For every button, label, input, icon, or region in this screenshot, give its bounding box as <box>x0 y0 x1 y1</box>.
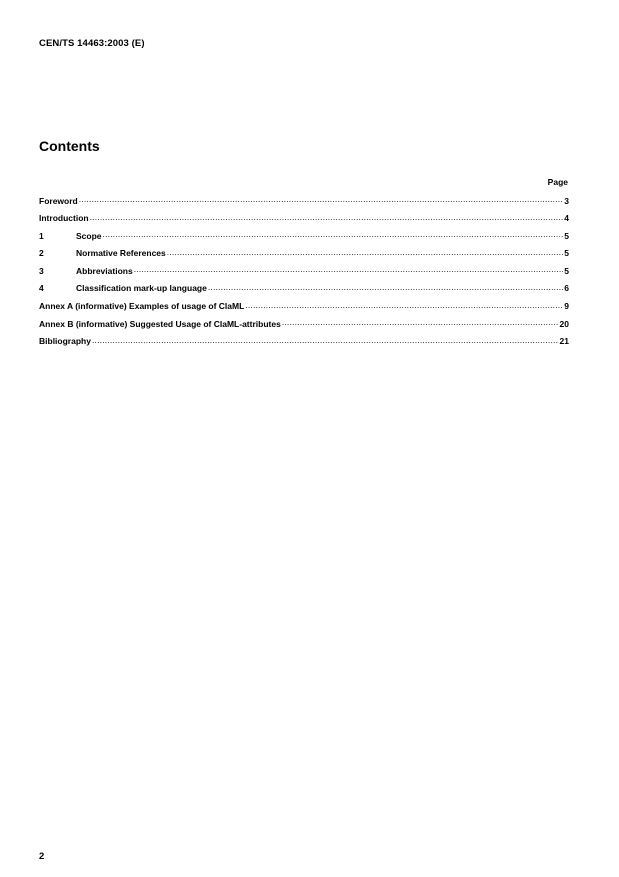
toc-dot-leader <box>208 283 563 292</box>
toc-dot-leader <box>134 265 564 274</box>
toc-entry-page: 9 <box>564 301 569 312</box>
toc-entry-title[interactable]: Scope <box>76 230 102 241</box>
toc-entry-title[interactable]: Annex A (informative) Examples of usage of ClaML <box>39 301 245 312</box>
toc-entry-page: 3 <box>564 195 569 206</box>
toc-entry-title[interactable]: Annex B (informative) Suggested Usage of ClaML-attributes <box>39 318 281 329</box>
document-reference: CEN/TS 14463:2003 (E) <box>39 38 145 49</box>
toc-dot-leader <box>92 336 559 345</box>
toc-entry-introduction[interactable] <box>39 213 569 231</box>
toc-entry-abbreviations[interactable] <box>39 265 569 283</box>
toc-entry-page: 5 <box>564 230 569 241</box>
toc-entry-foreword[interactable] <box>39 195 569 213</box>
toc-entry-number: 4 <box>39 283 44 294</box>
toc-entry-number: 1 <box>39 230 44 241</box>
toc-entry-classification-markup-language[interactable] <box>39 283 569 301</box>
toc-entry-page: 4 <box>564 213 569 224</box>
toc-entry-title[interactable]: Classification mark-up language <box>76 283 207 294</box>
toc-entry-title[interactable]: Abbreviations <box>76 265 133 276</box>
toc-dot-leader <box>245 301 563 310</box>
toc-dot-leader <box>90 213 564 222</box>
toc-entry-scope[interactable] <box>39 230 569 248</box>
toc-entry-number: 3 <box>39 265 44 276</box>
toc-entry-page: 20 <box>559 318 569 329</box>
toc-dot-leader <box>79 195 564 204</box>
toc-entry-normative-references[interactable] <box>39 248 569 266</box>
toc-entry-page: 6 <box>564 283 569 294</box>
page-number: 2 <box>39 851 45 862</box>
table-of-contents <box>39 195 569 353</box>
toc-entry-title[interactable]: Normative References <box>76 248 166 259</box>
toc-entry-title[interactable]: Bibliography <box>39 336 91 347</box>
toc-entry-title[interactable]: Introduction <box>39 213 89 224</box>
toc-entry-page: 5 <box>564 265 569 276</box>
contents-heading: Contents <box>39 138 100 154</box>
toc-entry-bibliography[interactable] <box>39 336 569 354</box>
page-column-label: Page <box>547 177 568 187</box>
toc-dot-leader <box>167 248 564 257</box>
toc-dot-leader <box>282 318 559 327</box>
toc-entry-annex-b[interactable] <box>39 318 569 336</box>
toc-entry-title[interactable]: Foreword <box>39 195 78 206</box>
toc-entry-page: 5 <box>564 248 569 259</box>
toc-entry-page: 21 <box>559 336 569 347</box>
toc-entry-annex-a[interactable] <box>39 301 569 319</box>
toc-dot-leader <box>103 230 564 239</box>
toc-entry-number: 2 <box>39 248 44 259</box>
